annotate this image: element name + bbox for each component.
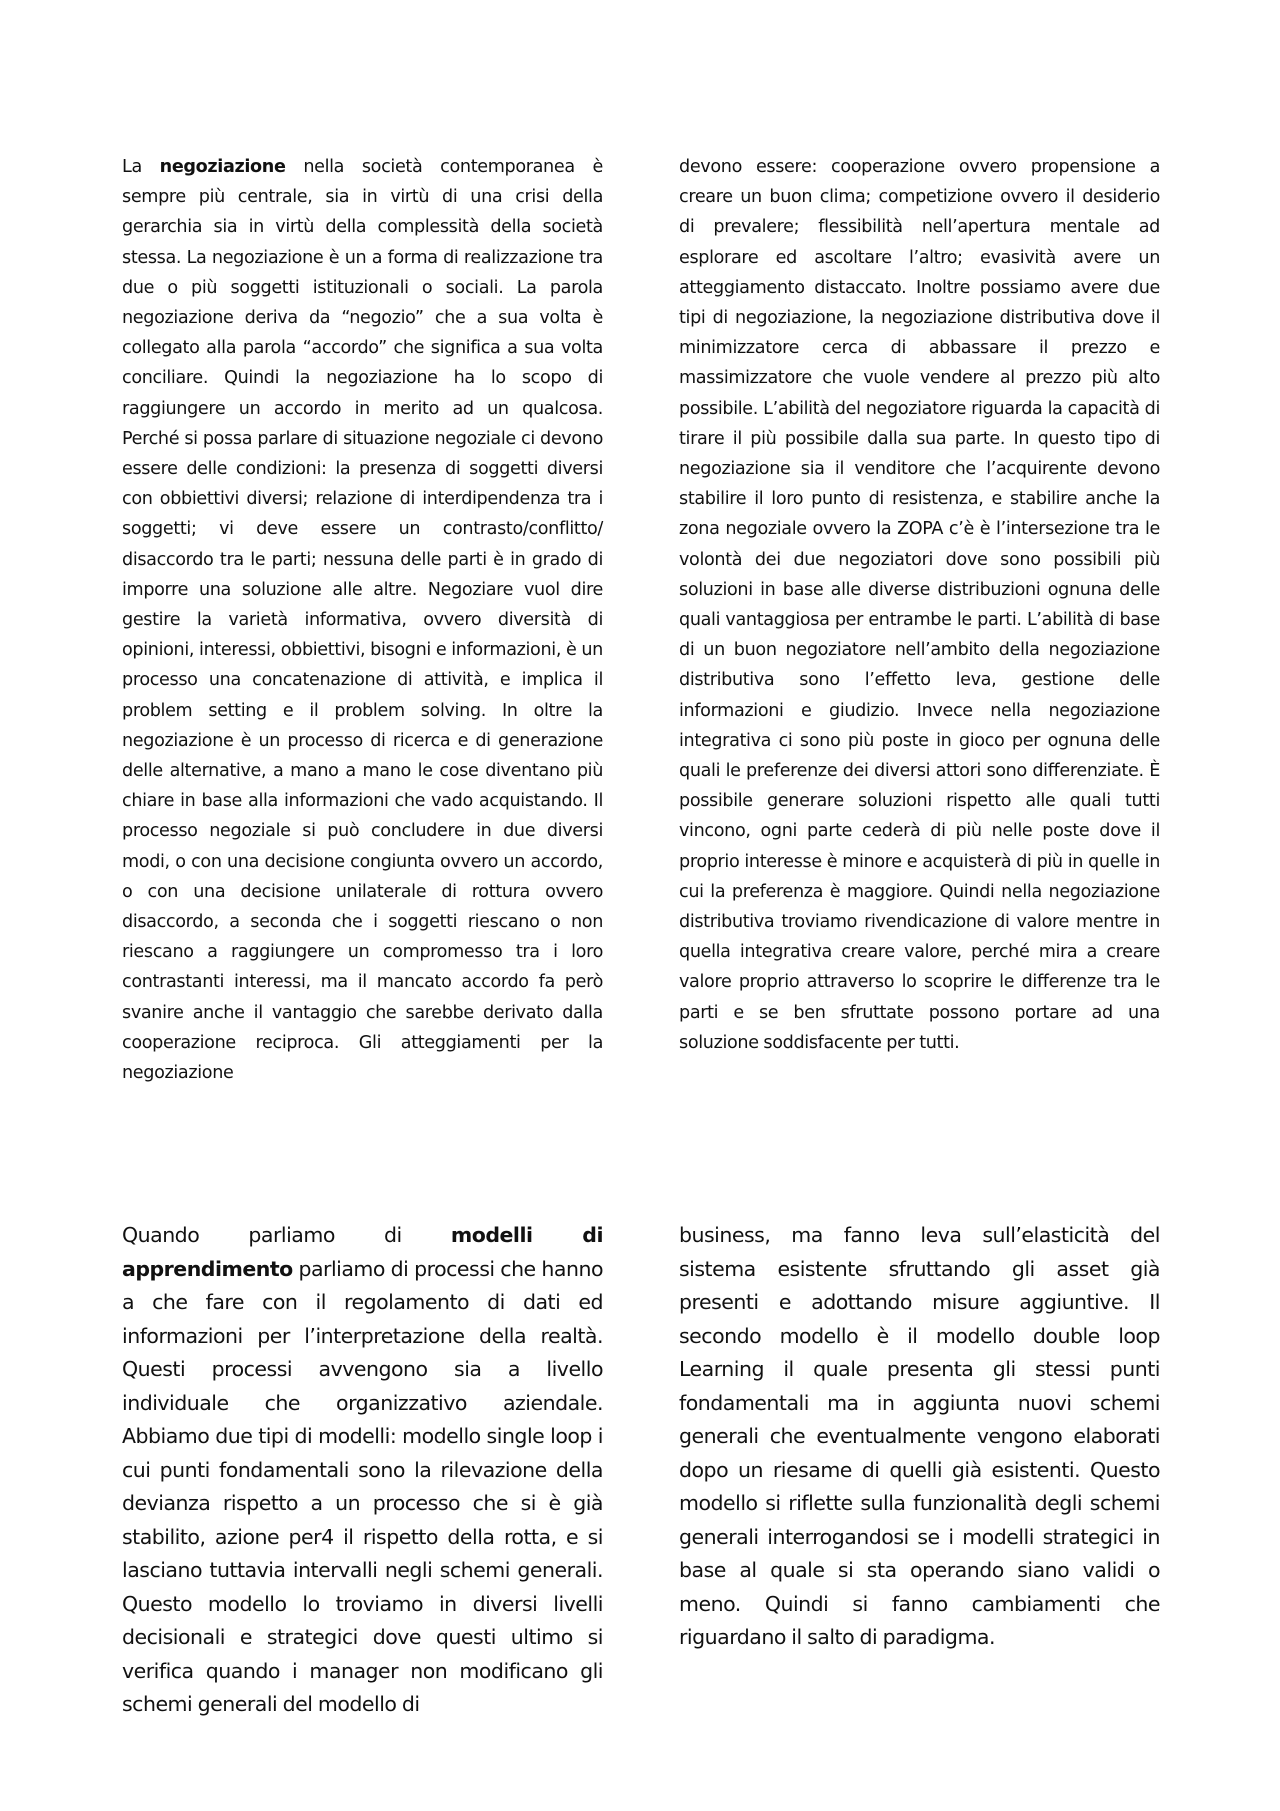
apprendimento-column-right <box>679 1219 1160 1655</box>
apprendimento-paragraph-continued: business, ma fanno leva sull’elasticità del sistema esistente sfruttando gli asset già presenti e adottando misure aggiuntive. Il secondo modello è il modello double loop Learning il quale presenta gli stessi punti fondamentali ma in aggiunta nuovi schemi generali che eventualmente vengono elaborati dopo un riesame di quelli già esistenti. Questo modello si riflette sulla funzionalità degli schemi generali interrogandosi se i modelli strategici in base al quale si sta operando siano validi o meno. Quindi si fanno cambiamenti che riguardano il salto di paradigma. <box>679 1223 1160 1649</box>
apprendimento-paragraph <box>122 1219 603 1722</box>
negoziazione-column-right <box>679 152 1160 1058</box>
paragraph-intro: Quando parliamo di <box>122 1223 451 1247</box>
paragraph-body: parliamo di processi che hanno a che fare con il regolamento di dati ed informazioni per l’interpretazione della realtà. Questi processi avvengono sia a livello individuale che organizzativo aziendale. Abbiamo due tipi di modelli: modello single loop i cui punti fondamentali sono la rilevazione della devianza rispetto a un processo che si è già stabilito, azione per4 il rispetto della rotta, e si lasciano tuttavia intervalli negli schemi generali. Questo modello lo troviamo in diversi livelli decisionali e strategici dove questi ultimo si verifica quando i manager non modificano gli schemi generali del modello di <box>122 1256 603 1716</box>
paragraph-body: nella società contemporanea è sempre più centrale, sia in virtù di una crisi della gerarchia sia in virtù della complessità della società stessa. La negoziazione è un a forma di realizzazione tra due o più soggetti istituzionali o sociali. La parola negoziazione deriva da “negozio” che a sua volta è collegato alla parola “accordo” che significa a sua volta conciliare. Quindi la negoziazione ha lo scopo di raggiungere un accordo in merito ad un qualcosa. Perché si possa parlare di situazione negoziale ci devono essere delle condizioni: la presenza di soggetti diversi con obbiettivi diversi; relazione di interdipendenza tra i soggetti; vi deve essere un contrasto/conflitto/ disaccordo tra le parti; nessuna delle parti è in grado di imporre una soluzione alle altre. Negoziare vuol dire gestire la varietà informativa, ovvero diversità di opinioni, interessi, obbiettivi, bisogni e informazioni, è un processo una concatenazione di attività, e implica il problem setting e il problem solving. In oltre la negoziazione è un processo di ricerca e di generazione delle alternative, a mano a mano le cose diventano più chiare in base alla informazioni che vado acquistando. Il processo negoziale si può concludere in due diversi modi, o con una decisione congiunta ovvero un accordo, o con una decisione unilaterale di rottura ovvero disaccordo, a seconda che i soggetti riescano o non riescano a raggiungere un compromesso tra i loro contrastanti interessi, ma il mancato accordo fa però svanire anche il vantaggio che sarebbe derivato dalla cooperazione reciproca. Gli atteggiamenti per la negoziazione <box>122 157 603 1084</box>
paragraph-intro: La <box>122 157 160 177</box>
bold-term-modelli-apprendimento: modelli di apprendimento <box>122 1223 603 1281</box>
negoziazione-paragraph <box>122 152 603 1088</box>
bold-term-negoziazione: negoziazione <box>159 157 286 177</box>
negoziazione-paragraph-continued: devono essere: cooperazione ovvero propensione a creare un buon clima; competizione ovvero il desiderio di prevalere; flessibilità nell’apertura mentale ad esplorare ed ascoltare l’altro; evasività avere un atteggiamento distaccato. Inoltre possiamo avere due tipi di negoziazione, la negoziazione distributiva dove il minimizzatore cerca di abbassare il prezzo e massimizzatore che vuole vendere al prezzo più alto possibile. L’abilità del negoziatore riguarda la capacità di tirare il più possibile dalla sua parte. In questo tipo di negoziazione sia il venditore che l’acquirente devono stabilire il loro punto di resistenza, e stabilire anche la zona negoziale ovvero la ZOPA c’è è l’intersezione tra le volontà dei due negoziatori dove sono possibili più soluzioni in base alle diverse distribuzioni ognuna delle quali vantaggiosa per entrambe le parti. L’abilità di base di un buon negoziatore nell’ambito della negoziazione distributiva sono l’effetto leva, gestione delle informazioni e giudizio. Invece nella negoziazione integrativa ci sono più poste in gioco per ognuna delle quali le preferenze dei diversi attori sono differenziate. È possibile generare soluzioni rispetto alle quali tutti vincono, ogni parte cederà di più nelle poste dove il proprio interesse è minore e acquisterà di più in quelle in cui la preferenza è maggiore. Quindi nella negoziazione distributiva troviamo rivendicazione di valore mentre in quella integrativa creare valore, perché mira a creare valore proprio attraverso lo scoprire le differenze tra le parti e se ben sfruttate possono portare ad una soluzione soddisfacente per tutti. <box>679 157 1160 1053</box>
apprendimento-column-left <box>122 1219 603 1722</box>
negoziazione-column-left <box>122 152 603 1088</box>
